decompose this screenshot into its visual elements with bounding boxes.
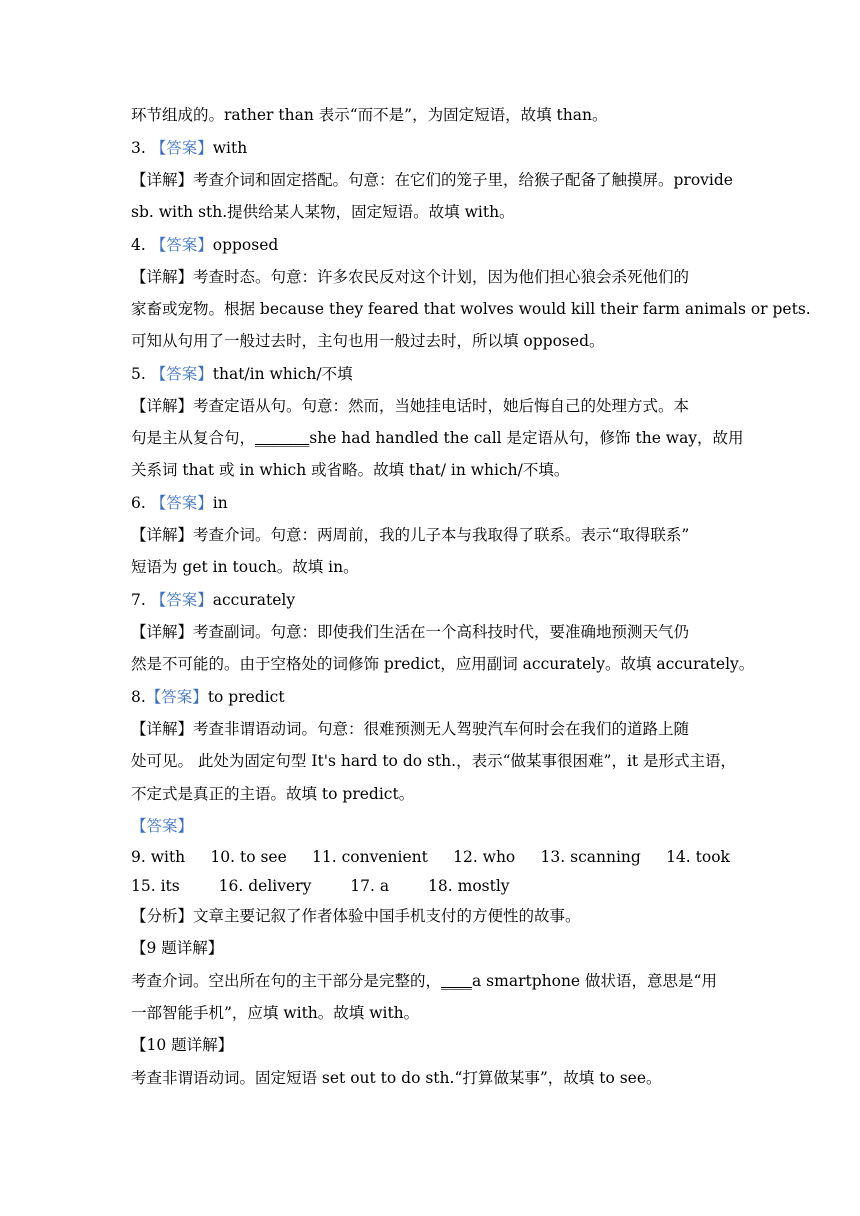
explanation-line: 处可见。 此处为固定句型 It's hard to do sth.，表示“做某事很困难”，it 是形式主语， <box>131 752 737 770</box>
answer-item: 14. took <box>666 848 730 866</box>
explanation-line: 【详解】考查副词。句意：即使我们生活在一个高科技时代，要准确地预测天气仍 <box>131 623 690 641</box>
explanation-line: 家畜或宠物。根据 because they feared that wolves would kill their farm animals or pets. <box>131 300 811 318</box>
answer-line-q5 <box>131 363 730 385</box>
explanation-line: 不定式是真正的主语。故填 to predict。 <box>131 785 415 803</box>
answer-line-q4 <box>131 234 730 256</box>
section-heading-q9: 【9 题详解】 <box>131 939 224 957</box>
explanation-text: 句是主从复合句， <box>131 429 256 447</box>
explanation-text: she had handled the call 是定语从句，修饰 the way，故用 <box>309 429 744 447</box>
answers-row-2 <box>131 875 730 897</box>
explanation-line: 可知从句用了一般过去时，主句也用一般过去时，所以填 opposed。 <box>131 332 605 350</box>
blank-underline: _______ <box>255 429 310 447</box>
explanation-line: 一部智能手机”，应填 with。故填 with。 <box>131 1004 420 1022</box>
answer-item: 17. a <box>350 877 390 895</box>
explanation-text: 考查介词。空出所在句的主干部分是完整的， <box>131 972 442 990</box>
explanation-line: 关系词 that 或 in which 或省略。故填 that/ in which/不填。 <box>131 461 570 479</box>
answer-label: 【答案】 <box>150 591 213 609</box>
question-number: 4. <box>131 236 146 254</box>
question-number: 7. <box>131 591 146 609</box>
explanation-line <box>131 970 730 992</box>
answer-value: accurately <box>212 591 296 609</box>
answer-value: in <box>212 494 228 512</box>
answer-item: 12. who <box>453 848 516 866</box>
explanation-line: 短语为 get in touch。故填 in。 <box>131 558 359 576</box>
question-number: 5. <box>131 365 146 383</box>
answer-item: 11. convenient <box>312 848 428 866</box>
blank-underline: ____ <box>441 972 473 990</box>
answer-item: 16. delivery <box>218 877 312 895</box>
paragraph-line: 环节组成的。rather than 表示“而不是”，为固定短语，故填 than。 <box>131 106 608 124</box>
answer-line-q3 <box>131 137 730 159</box>
section-heading-q10: 【10 题详解】 <box>131 1036 234 1054</box>
answer-value: to predict <box>207 688 285 706</box>
question-number: 6. <box>131 494 146 512</box>
answer-line-q7 <box>131 589 730 611</box>
answer-label: 【答案】 <box>150 139 213 157</box>
answer-label: 【答案】 <box>150 365 213 383</box>
answer-label: 【答案】 <box>150 236 213 254</box>
explanation-line: 【详解】考查介词。句意：两周前，我的儿子本与我取得了联系。表示“取得联系” <box>131 526 690 544</box>
answer-line-q8 <box>131 686 730 708</box>
answer-value: with <box>212 139 248 157</box>
answers-row-1 <box>131 846 730 868</box>
explanation-line: 然是不可能的。由于空格处的词修饰 predict，应用副词 accurately。故填 accurately。 <box>131 655 755 673</box>
explanation-line: sb. with sth.提供给某人某物，固定短语。故填 with。 <box>131 203 515 221</box>
explanation-line: 【详解】考查非谓语动词。句意：很难预测无人驾驶汽车何时会在我们的道路上随 <box>131 720 690 738</box>
explanation-line: 【详解】考查时态。句意：许多农民反对这个计划，因为他们担心狼会杀死他们的 <box>131 268 690 286</box>
answer-item: 15. its <box>131 877 180 895</box>
explanation-line: 考查非谓语动词。固定短语 set out to do sth.“打算做某事”，故填 to see。 <box>131 1069 662 1087</box>
explanation-line: 【详解】考查介词和固定搭配。句意：在它们的笼子里，给猴子配备了触摸屏。provide <box>131 171 733 189</box>
explanation-line: 【详解】考查定语从句。句意：然而，当她挂电话时，她后悔自己的处理方式。本 <box>131 397 690 415</box>
answer-item: 18. mostly <box>428 877 510 895</box>
explanation-line <box>131 427 744 449</box>
analysis-line: 【分析】文章主要记叙了作者体验中国手机支付的方便性的故事。 <box>131 907 581 925</box>
question-number: 3. <box>131 139 146 157</box>
answer-item: 13. scanning <box>540 848 641 866</box>
answer-value: that/in which/不填 <box>212 365 353 383</box>
answer-item: 9. with <box>131 848 186 866</box>
section-answer-label: 【答案】 <box>131 817 194 835</box>
answer-item: 10. to see <box>210 848 287 866</box>
answer-value: opposed <box>212 236 279 254</box>
answer-line-q6 <box>131 492 730 514</box>
question-number: 8. <box>131 688 146 706</box>
answer-label: 【答案】 <box>145 688 208 706</box>
explanation-text: a smartphone 做状语，意思是“用 <box>472 972 717 990</box>
answer-label: 【答案】 <box>150 494 213 512</box>
